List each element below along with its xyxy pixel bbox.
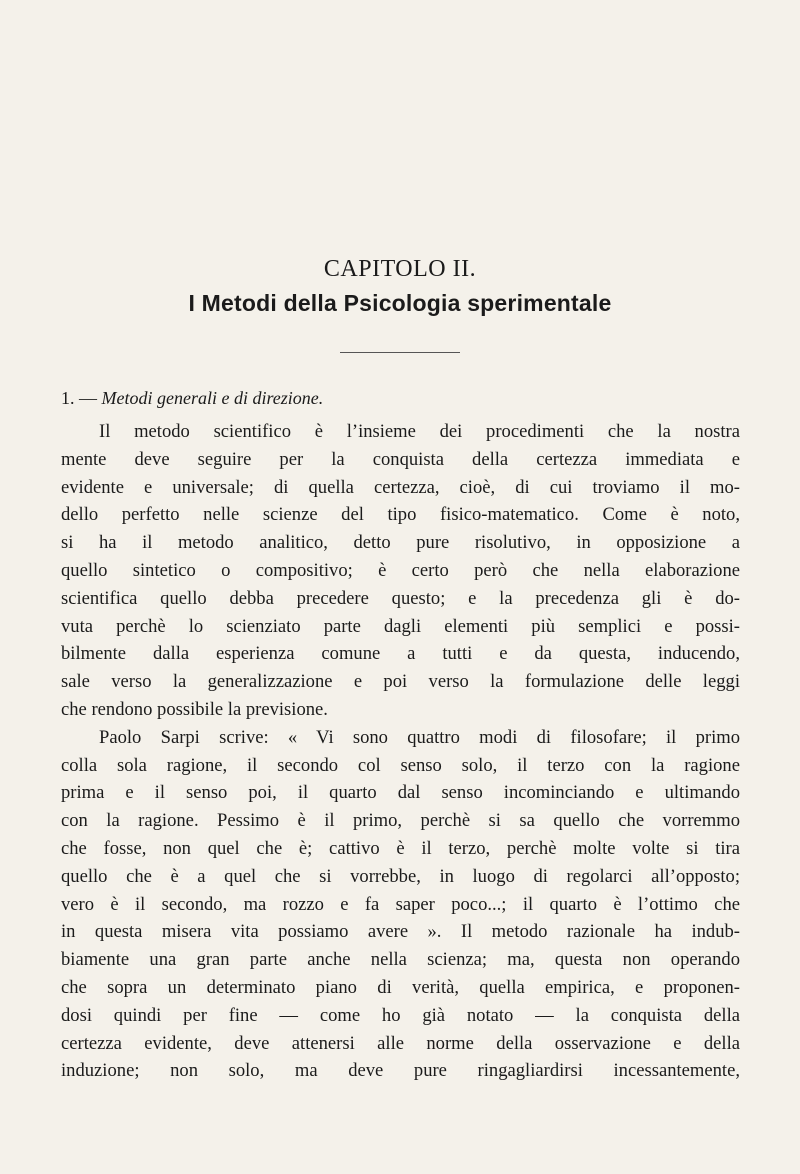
text-line: che sopra un determinato piano di verità, quella empirica, e proponen- bbox=[61, 976, 740, 998]
text-line: certezza evidente, deve attenersi alle norme della osservazione e della bbox=[61, 1032, 740, 1054]
chapter-title: I Metodi della Psicologia sperimentale bbox=[188, 290, 612, 316]
body-text bbox=[61, 418, 740, 1085]
text-line: dosi quindi per fine — come ho già notato — la conquista della bbox=[61, 1004, 740, 1026]
text-line: che fosse, non quel che è; cattivo è il terzo, perchè molte volte si tira bbox=[61, 837, 740, 859]
text-line: induzione; non solo, ma deve pure ringagliardirsi incessantemente, bbox=[61, 1060, 740, 1082]
text-line: dello perfetto nelle scienze del tipo fisico-matematico. Come è noto, bbox=[61, 504, 740, 526]
text-line: colla sola ragione, il secondo col senso solo, il terzo con la ragione bbox=[61, 754, 740, 776]
text-line: in questa misera vita possiamo avere ». Il metodo razionale ha indub- bbox=[61, 921, 740, 943]
text-line: che rendono possibile la previsione. bbox=[61, 698, 328, 720]
text-line: Il metodo scientifico è l’insieme dei procedimenti che la nostra bbox=[99, 421, 740, 442]
text-line: prima e il senso poi, il quarto dal senso incominciando e ultimando bbox=[61, 782, 740, 804]
text-line: quello sintetico o compositivo; è certo però che nella elaborazione bbox=[61, 559, 740, 581]
text-line: scientifica quello debba precedere questo; e la precedenza gli è do- bbox=[61, 587, 740, 609]
text-line: bilmente dalla esperienza comune a tutti e da questa, inducendo, bbox=[61, 643, 740, 665]
text-line: quello che è a quel che si vorrebbe, in luogo di regolarci all’opposto; bbox=[61, 865, 740, 887]
section-number: 1. — bbox=[61, 388, 97, 408]
text-line: mente deve seguire per la conquista della certezza immediata e bbox=[61, 448, 740, 470]
text-line: vuta perchè lo scienziato parte dagli elementi più semplici e possi- bbox=[61, 615, 740, 637]
chapter-label: CAPITOLO II. bbox=[323, 256, 477, 282]
section-title: Metodi generali e di direzione. bbox=[101, 388, 324, 408]
text-line: biamente una gran parte anche nella scienza; ma, questa non operando bbox=[61, 949, 740, 971]
text-line: evidente e universale; di quella certezza, cioè, di cui troviamo il mo- bbox=[61, 476, 740, 498]
text-line: sale verso la generalizzazione e poi verso la formulazione delle leggi bbox=[61, 671, 740, 693]
title-divider bbox=[340, 352, 460, 353]
text-line: Paolo Sarpi scrive: « Vi sono quattro modi di filosofare; il primo bbox=[99, 726, 740, 748]
section-heading bbox=[61, 388, 323, 409]
text-line: si ha il metodo analitico, detto pure risolutivo, in opposizione a bbox=[61, 532, 740, 554]
text-line: con la ragione. Pessimo è il primo, perchè si sa quello che vorremmo bbox=[61, 810, 740, 832]
text-line: vero è il secondo, ma rozzo e fa saper poco...; il quarto è l’ottimo che bbox=[61, 893, 740, 915]
